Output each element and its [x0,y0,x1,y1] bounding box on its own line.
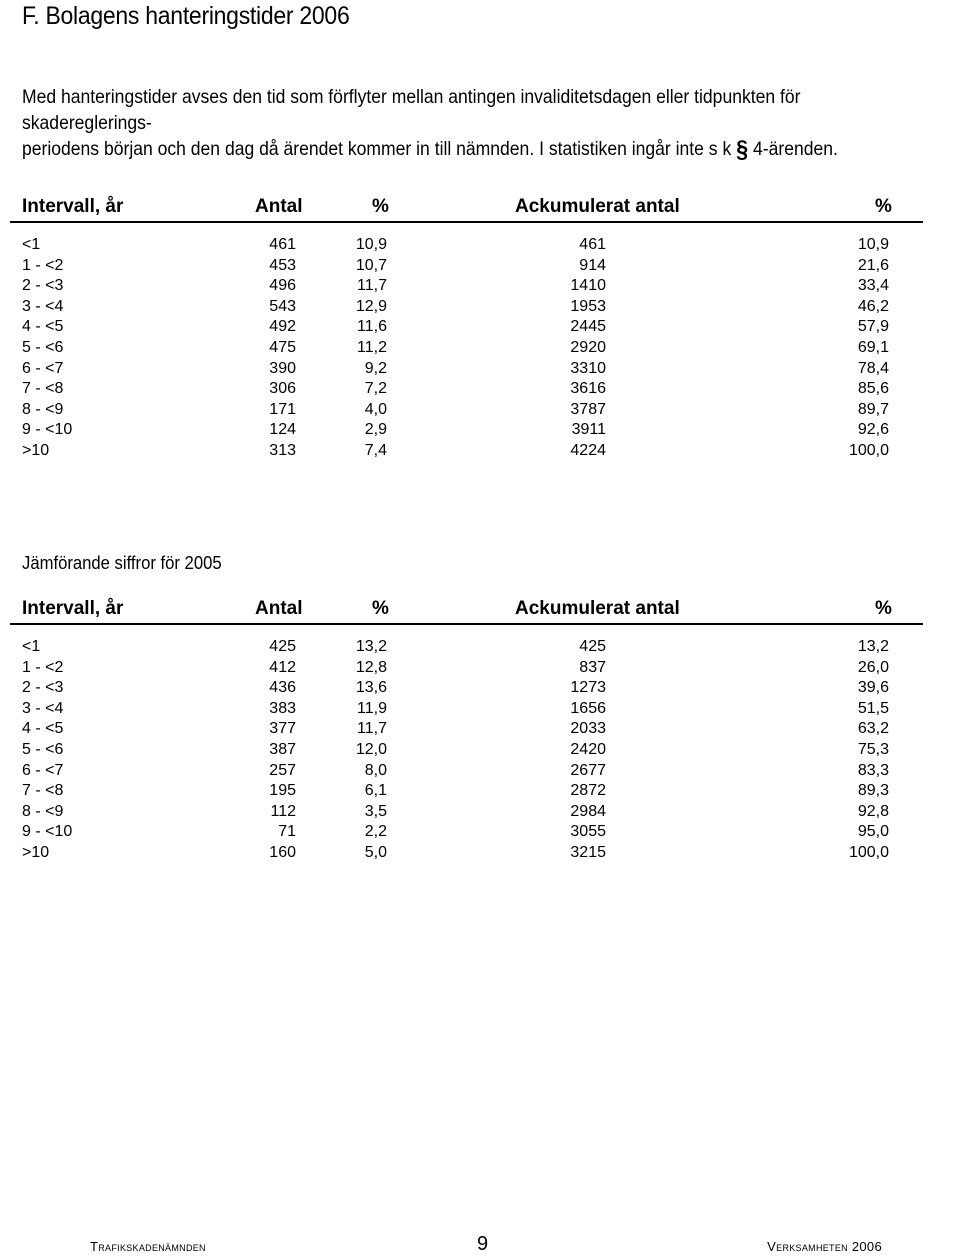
cell-percent: 8,0 [364,761,387,779]
table-row [0,822,960,842]
table-row [0,297,960,317]
header-ackumulerat-percent: % [875,598,892,619]
table-row [0,678,960,698]
cell-antal: 492 [269,318,296,336]
table-2006-header [0,195,960,219]
cell-ackumulerat-percent: 83,3 [857,761,889,779]
table-row [0,256,960,276]
cell-intervall: 5 - <6 [22,741,64,758]
cell-intervall: 3 - <4 [22,297,64,315]
table-2005-header [0,597,960,621]
cell-percent: 10,7 [355,256,387,274]
section-symbol: § [736,136,749,163]
intro-line-2 [22,136,922,163]
cell-percent: 5,0 [364,844,387,861]
cell-intervall: 1 - <2 [22,658,64,676]
cell-ackumulerat-antal: 3310 [570,359,606,377]
header-rule [10,221,923,223]
header-intervall: Intervall, år [22,196,124,217]
cell-ackumulerat-antal: 3055 [570,823,606,841]
table-row [0,441,960,461]
cell-antal: 377 [269,720,296,738]
table-row [0,637,960,657]
header-antal: Antal [255,196,303,217]
header-antal: Antal [255,598,303,619]
cell-ackumulerat-percent: 89,7 [857,400,889,418]
cell-ackumulerat-percent: 95,0 [857,823,889,841]
cell-percent: 7,4 [364,442,387,459]
cell-intervall: 1 - <2 [22,256,64,274]
table-row [0,740,960,760]
cell-ackumulerat-antal: 3616 [570,380,606,398]
cell-percent: 13,6 [355,679,387,697]
cell-antal: 387 [269,741,296,758]
cell-ackumulerat-antal: 2033 [570,720,606,738]
cell-antal: 160 [269,844,296,861]
cell-percent: 11,9 [357,699,387,717]
cell-percent: 11,7 [357,277,387,295]
intro-paragraph [22,84,922,163]
cell-ackumulerat-antal: 2984 [570,802,606,820]
cell-ackumulerat-percent: 100,0 [848,442,889,459]
cell-antal: 124 [269,421,296,439]
cell-ackumulerat-antal: 914 [579,256,606,274]
cell-intervall: <1 [22,638,41,655]
cell-ackumulerat-antal: 461 [579,236,606,253]
cell-antal: 171 [269,400,296,418]
cell-ackumulerat-antal: 837 [579,658,606,676]
cell-ackumulerat-percent: 100,0 [848,844,889,861]
table-2005 [0,597,960,897]
cell-ackumulerat-percent: 78,4 [857,359,889,377]
table-row [0,317,960,337]
table-row [0,379,960,399]
cell-percent: 11,7 [357,720,387,738]
cell-intervall: 4 - <5 [22,720,64,738]
cell-ackumulerat-antal: 425 [579,638,606,655]
cell-intervall: 8 - <9 [22,802,64,820]
cell-ackumulerat-percent: 13,2 [857,638,889,655]
cell-antal: 257 [269,761,296,779]
cell-ackumulerat-antal: 4224 [570,442,606,459]
cell-ackumulerat-antal: 1273 [570,679,606,697]
cell-percent: 12,9 [355,297,387,315]
cell-antal: 453 [269,256,296,274]
cell-percent: 11,2 [357,339,387,356]
cell-percent: 9,2 [364,359,387,377]
intro-line-2-end: 4-ärenden. [748,138,838,160]
table-row [0,781,960,801]
cell-intervall: 8 - <9 [22,400,64,418]
cell-intervall: 6 - <7 [22,359,64,377]
cell-intervall: 6 - <7 [22,761,64,779]
cell-percent: 7,2 [364,380,387,398]
table-row [0,802,960,822]
cell-ackumulerat-percent: 51,5 [857,699,889,717]
cell-antal: 112 [270,802,296,820]
cell-intervall: >10 [22,844,50,861]
cell-percent: 12,0 [355,741,387,758]
footer-right: Verksamheten 2006 [767,1239,882,1254]
cell-percent: 6,1 [364,782,387,800]
cell-intervall: >10 [22,442,50,459]
cell-ackumulerat-percent: 46,2 [857,297,889,315]
table-row [0,235,960,255]
cell-ackumulerat-percent: 39,6 [857,679,889,697]
cell-ackumulerat-percent: 33,4 [857,277,889,295]
cell-antal: 461 [269,236,296,253]
cell-antal: 390 [269,359,296,377]
cell-antal: 496 [269,277,296,295]
cell-ackumulerat-percent: 63,2 [857,720,889,738]
page-footer [0,1232,960,1256]
header-percent: % [372,598,389,619]
table-row [0,761,960,781]
cell-antal: 306 [269,380,296,398]
cell-antal: 412 [269,658,296,676]
cell-ackumulerat-percent: 85,6 [857,380,889,398]
cell-ackumulerat-antal: 1953 [570,297,606,315]
table-2006 [0,195,960,495]
table-row [0,400,960,420]
cell-ackumulerat-percent: 69,1 [857,339,889,356]
cell-ackumulerat-percent: 21,6 [857,256,889,274]
cell-ackumulerat-percent: 92,6 [857,421,889,439]
header-percent: % [372,196,389,217]
cell-ackumulerat-antal: 3911 [571,421,606,439]
cell-ackumulerat-antal: 1410 [570,277,606,295]
cell-ackumulerat-antal: 2872 [570,782,606,800]
cell-antal: 71 [278,823,296,841]
page-number: 9 [477,1233,489,1255]
cell-percent: 4,0 [364,400,387,418]
cell-ackumulerat-percent: 75,3 [857,741,889,758]
cell-ackumulerat-antal: 3787 [570,400,606,418]
cell-percent: 13,2 [355,638,387,655]
cell-intervall: 5 - <6 [22,339,64,356]
table-row [0,699,960,719]
cell-antal: 475 [269,339,296,356]
cell-ackumulerat-antal: 2420 [570,741,606,758]
cell-intervall: 7 - <8 [22,380,64,398]
cell-intervall: <1 [22,236,41,253]
cell-ackumulerat-percent: 89,3 [857,782,889,800]
table-row [0,338,960,358]
cell-ackumulerat-percent: 10,9 [857,236,889,253]
cell-intervall: 2 - <3 [22,277,64,295]
table-row [0,276,960,296]
cell-intervall: 9 - <10 [22,823,73,841]
cell-intervall: 4 - <5 [22,318,64,336]
cell-ackumulerat-antal: 1656 [570,699,606,717]
intro-line-1: Med hanteringstider avses den tid som förflyter mellan antingen invaliditetsdagen eller tidpunkten för skadereglerings- [22,86,801,134]
cell-ackumulerat-antal: 3215 [570,844,606,861]
cell-ackumulerat-percent: 57,9 [857,318,889,336]
header-rule [10,623,923,625]
cell-antal: 425 [269,638,296,655]
cell-ackumulerat-antal: 2677 [570,761,606,779]
cell-intervall: 7 - <8 [22,782,64,800]
table-row [0,420,960,440]
table-row [0,843,960,863]
cell-intervall: 2 - <3 [22,679,64,697]
header-ackumulerat-antal: Ackumulerat antal [515,598,680,619]
cell-antal: 313 [269,442,296,459]
header-ackumulerat-percent: % [875,196,892,217]
cell-percent: 2,2 [364,823,387,841]
cell-percent: 11,6 [357,318,387,336]
header-ackumulerat-antal: Ackumulerat antal [515,196,680,217]
cell-intervall: 9 - <10 [22,421,73,439]
header-intervall: Intervall, år [22,598,124,619]
cell-antal: 195 [269,782,296,800]
cell-percent: 3,5 [364,802,387,820]
cell-percent: 10,9 [355,236,387,253]
table-row [0,658,960,678]
cell-ackumulerat-percent: 92,8 [857,802,889,820]
page-title: F. Bolagens hanteringstider 2006 [22,2,350,30]
cell-antal: 543 [269,297,296,315]
cell-percent: 2,9 [364,421,387,439]
cell-ackumulerat-percent: 26,0 [857,658,889,676]
cell-percent: 12,8 [355,658,387,676]
cell-antal: 383 [269,699,296,717]
cell-intervall: 3 - <4 [22,699,64,717]
comparison-subtitle: Jämförande siffror för 2005 [22,552,222,573]
cell-ackumulerat-antal: 2920 [570,339,606,356]
intro-line-2-start: periodens början och den dag då ärendet kommer in till nämnden. I statistiken ingår inte s k [22,138,737,160]
cell-ackumulerat-antal: 2445 [570,318,606,336]
table-row [0,719,960,739]
footer-left: Trafikskadenämnden [90,1239,206,1254]
table-row [0,359,960,379]
cell-antal: 436 [269,679,296,697]
